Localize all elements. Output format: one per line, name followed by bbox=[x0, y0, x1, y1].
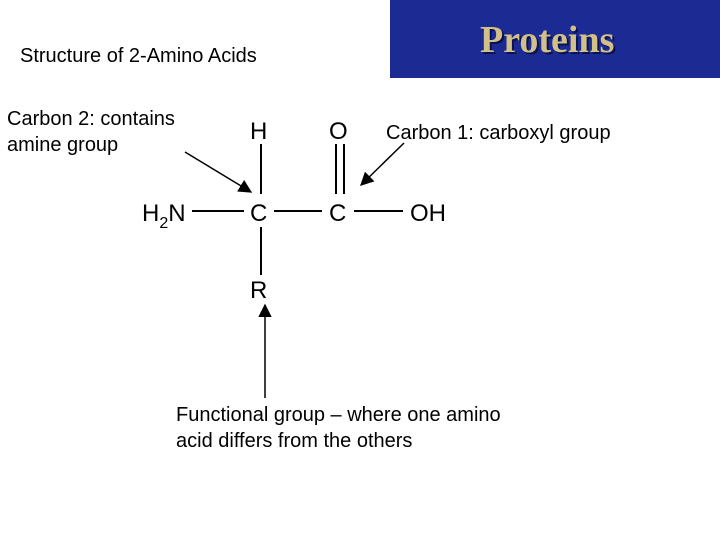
carbon1-label: Carbon 1: carboxyl group bbox=[386, 122, 611, 144]
functional-group-label: Functional group – where one amino acid differs from the others bbox=[176, 404, 501, 452]
banner-title: Proteins bbox=[480, 19, 615, 61]
atom-h2n bbox=[142, 200, 186, 232]
atom-c-carboxyl: C bbox=[329, 200, 347, 227]
arrow-to-carbon1 bbox=[361, 143, 404, 185]
atom-h2n-subscript: 2 bbox=[159, 215, 169, 232]
arrow-to-carbon2 bbox=[185, 152, 251, 192]
atom-r-group: R bbox=[250, 277, 268, 304]
atom-h2n-n: N bbox=[168, 200, 186, 227]
atom-h-top: H bbox=[250, 118, 268, 145]
atom-oh: OH bbox=[410, 200, 446, 227]
atom-c-alpha: C bbox=[250, 200, 268, 227]
slide-title: Structure of 2-Amino Acids bbox=[20, 45, 257, 67]
carbon2-label: Carbon 2: contains amine group bbox=[7, 108, 175, 156]
atom-h2n-h: H bbox=[142, 200, 160, 227]
atom-o-top: O bbox=[329, 118, 348, 145]
